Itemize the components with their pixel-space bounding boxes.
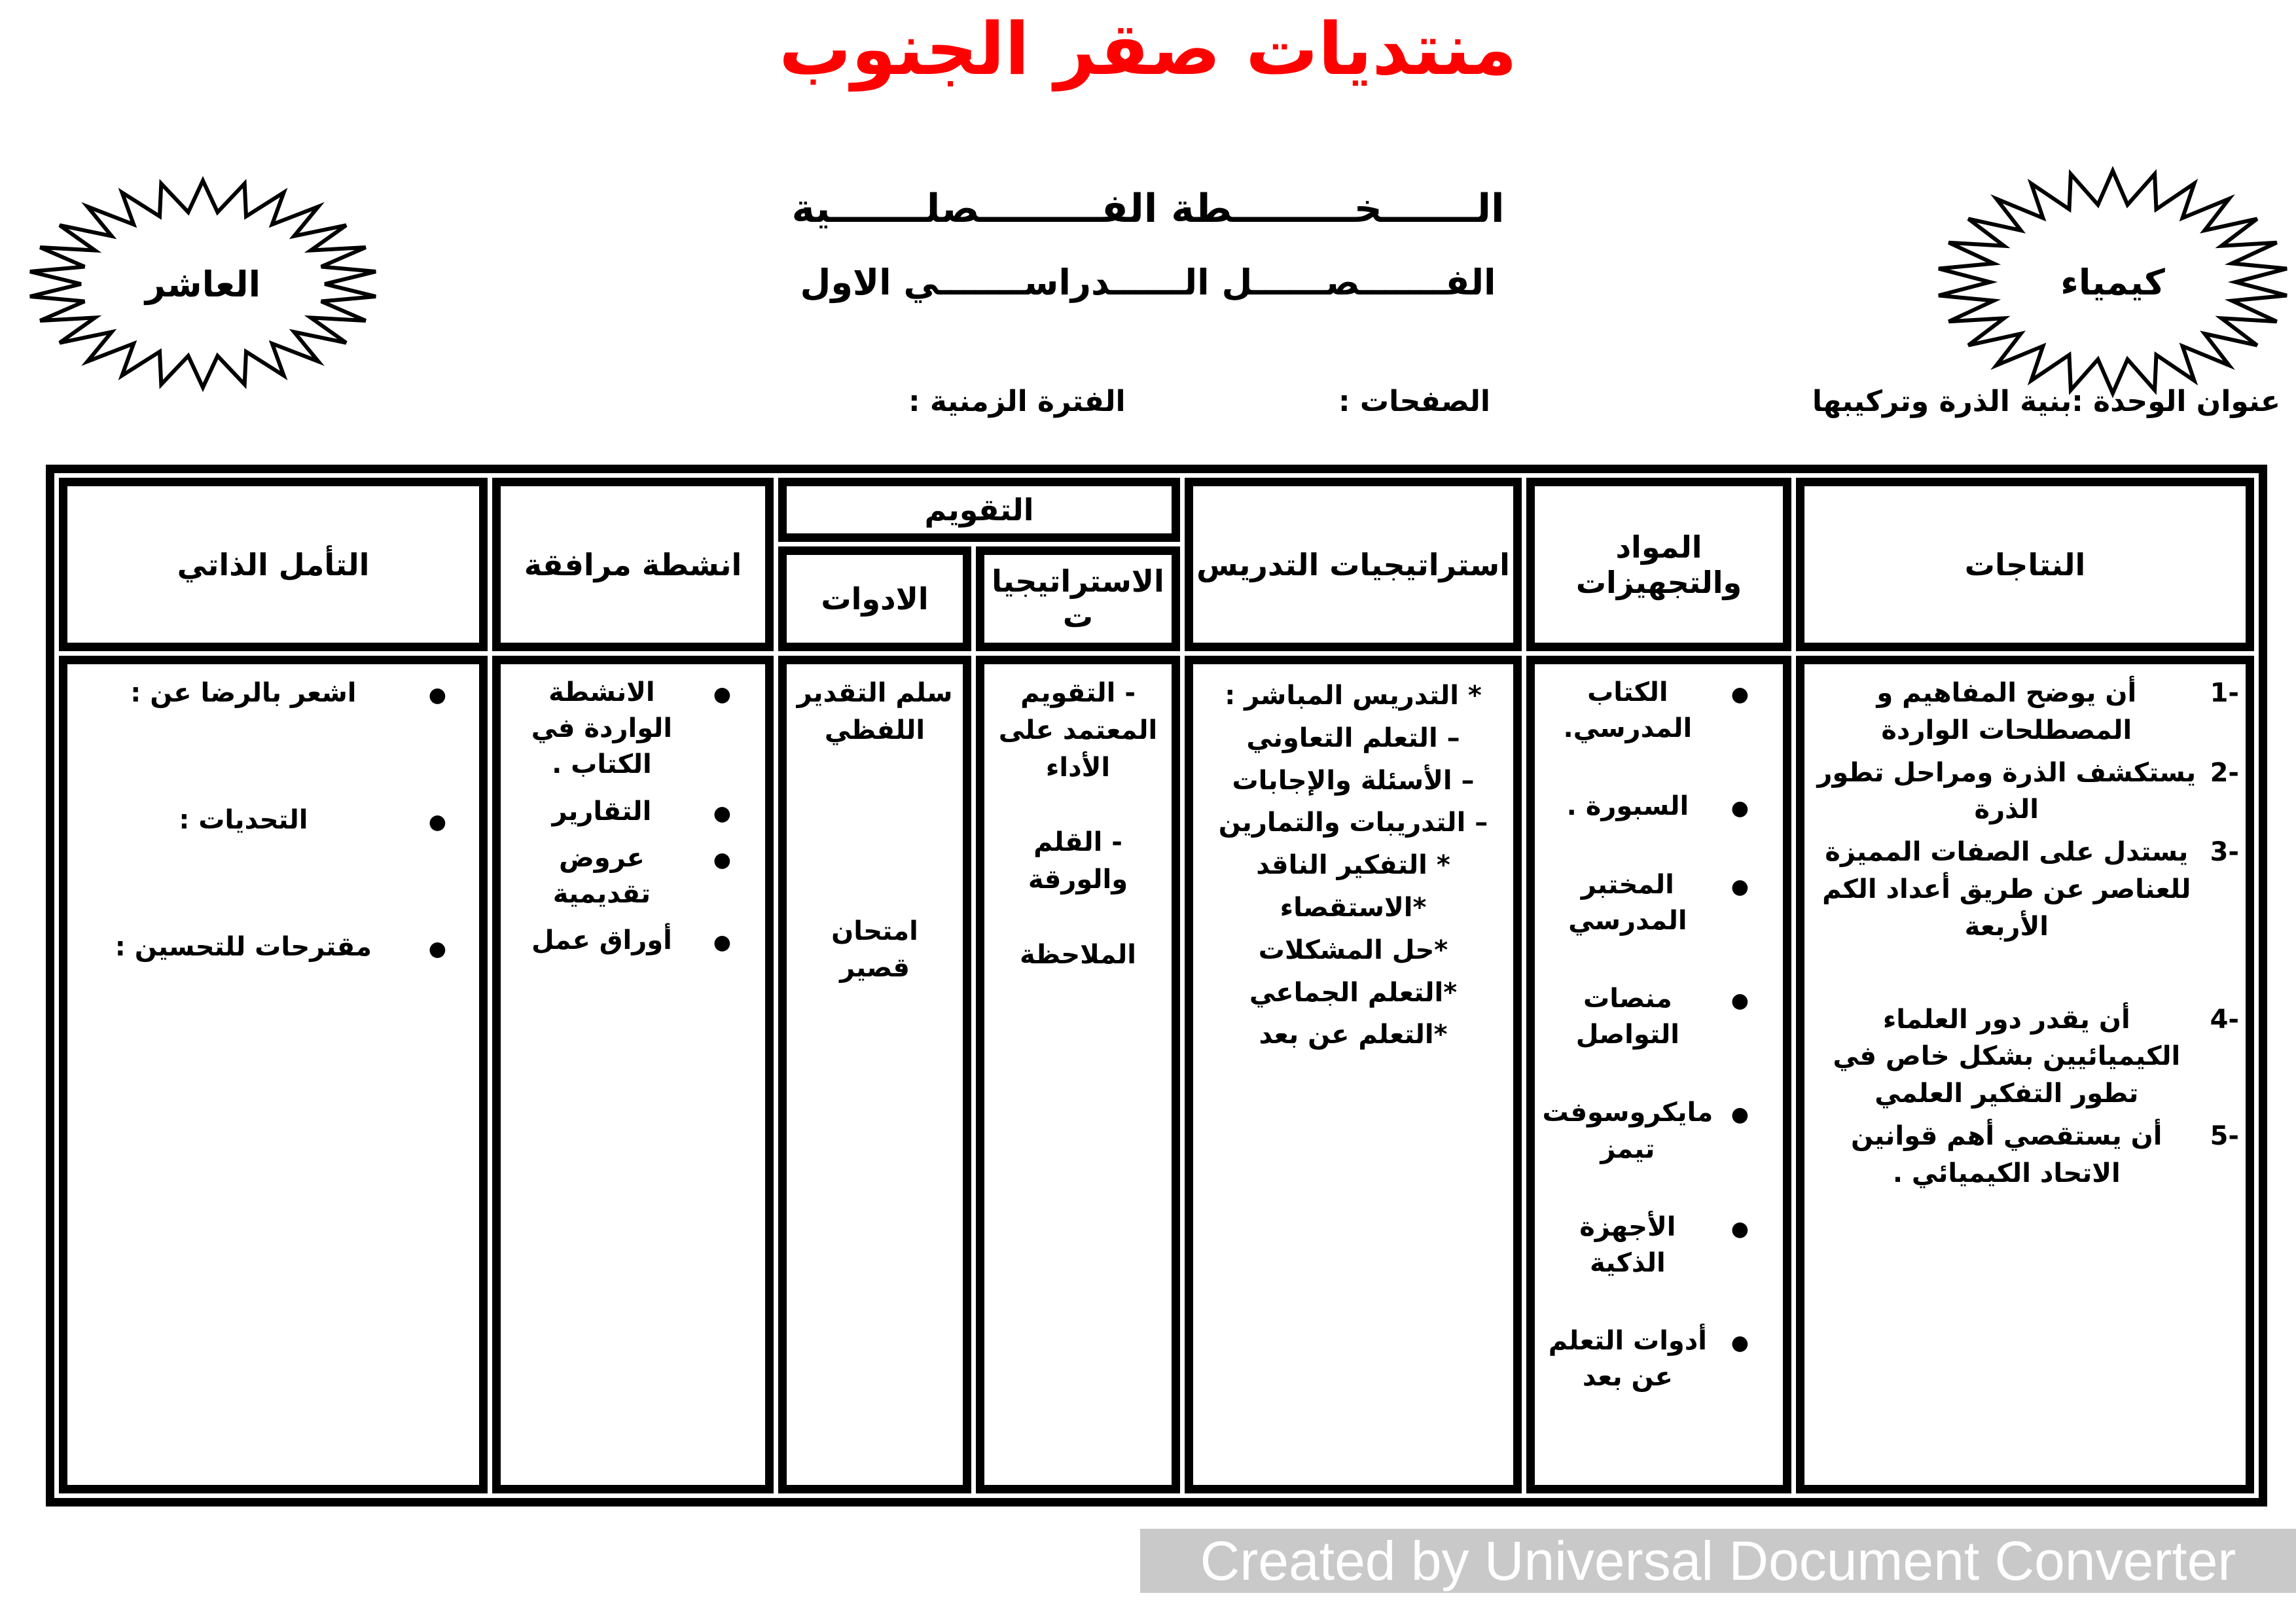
teaching-strategy-item: – التدريبات والتمارين (1218, 808, 1488, 838)
plan-subtitle: الـــــــخـــــــــطة الفـــــــــصلـــــــية (791, 186, 1505, 232)
material-item: ● الكتاب المدرسي. (1541, 675, 1776, 747)
semester-plan-table (46, 465, 2267, 1507)
bullet-icon (713, 840, 731, 912)
outcome-text: أن يوضح المفاهيم و المصطلحات الواردة (1876, 678, 2137, 745)
outcomes-cell (1796, 656, 2254, 1493)
evaluation-tools-cell (778, 656, 971, 1493)
bullet-icon (429, 675, 446, 711)
header-self-reflection: التأمل الذاتي (59, 478, 488, 651)
outcome-item (1811, 1001, 2239, 1113)
activity-item: ● أوراق عمل (507, 923, 759, 959)
teaching-strategy-item: *التعلم الجماعي (1249, 977, 1458, 1008)
activity-item: ● التقارير (507, 794, 759, 830)
period-label: الفترة الزمنية : (908, 385, 1126, 418)
bullet-icon (713, 675, 731, 783)
activities-cell (492, 656, 774, 1493)
activity-item: ● الانشطة الواردة في الكتاب . (507, 675, 759, 783)
bullet-icon (1731, 675, 1749, 747)
material-item: ● منصات التواصل (1541, 981, 1776, 1053)
header-evaluation: التقويم (778, 478, 1180, 542)
page-title: منتديات صقر الجنوب (779, 7, 1517, 91)
subject-badge (1931, 165, 2295, 399)
teaching-strategy-item: – التعلم التعاوني (1246, 722, 1460, 753)
evaluation-strategies-cell (976, 656, 1180, 1493)
evaluation-tool-item: امتحان قصير (831, 916, 918, 984)
pages-label: الصفحات : (1338, 385, 1490, 418)
header-outcomes: النتاجات (1796, 478, 2254, 651)
header-teaching-strategies: استراتيجيات التدريس (1185, 478, 1522, 651)
header-materials: المواد والتجهيزات (1526, 478, 1791, 651)
bullet-icon (1731, 789, 1749, 825)
evaluation-strategy-item: - التقويم المعتمد على الأداء (998, 678, 1158, 783)
material-item: ● مايكروسوفت تيمز (1541, 1095, 1776, 1167)
teaching-strategy-item: * التدريس المباشر : (1225, 681, 1482, 711)
outcome-item (1811, 834, 2239, 945)
header-evaluation-tools: الادوات (778, 546, 971, 651)
bullet-icon (713, 923, 731, 959)
reflection-item: ● اشعر بالرضا عن : (74, 675, 473, 711)
bullet-icon (713, 794, 731, 830)
teaching-strategy-item: * التفكير الناقد (1256, 850, 1450, 881)
outcome-number: 2- (2210, 757, 2239, 788)
bullet-icon (1731, 867, 1749, 939)
reflection-item: ● مقترحات للتحسين : (74, 929, 473, 965)
outcome-text: يستكشف الذرة ومراحل تطور الذرة (1817, 757, 2197, 825)
material-item: ● السبورة . (1541, 789, 1776, 825)
subject-badge-label: كيمياء (2060, 261, 2165, 303)
outcome-number: 3- (2210, 837, 2239, 868)
teaching-strategy-item: *الاستقصاء (1280, 892, 1427, 923)
bullet-icon (1731, 1095, 1749, 1167)
grade-badge (23, 175, 383, 393)
teaching-strategy-item: – الأسئلة والإجابات (1232, 765, 1475, 796)
teaching-strategies-cell (1185, 656, 1522, 1493)
teaching-strategy-item: *التعلم عن بعد (1259, 1020, 1448, 1050)
bullet-icon (1731, 1323, 1749, 1395)
bullet-icon (429, 802, 446, 838)
outcome-text: أن يقدر دور العلماء الكيميائيين بشكل خاص في تطور التفكير العلمي (1833, 1004, 2181, 1109)
outcome-item (1811, 675, 2239, 749)
outcome-text: أن يستقصي أهم قوانين الاتحاد الكيميائي . (1851, 1120, 2162, 1188)
grade-badge-label: العاشر (145, 263, 261, 305)
bullet-icon (429, 929, 446, 965)
evaluation-strategy-item: - القلم والورقة (1028, 827, 1128, 895)
outcome-text: يستدل على الصفات المميزة للعناصر عن طريق أعداد الكم الأربعة (1822, 837, 2191, 942)
self-reflection-cell (59, 656, 488, 1493)
material-item: ● أدوات التعلم عن بعد (1541, 1323, 1776, 1395)
evaluation-strategy-item: الملاحظة (1020, 939, 1136, 970)
semester-subtitle: الفـــــــصــــــل الــــــدراســـــــي الاول (800, 262, 1496, 303)
unit-title-label: عنوان الوحدة :بنية الذرة وتركيبها (1812, 385, 2280, 418)
outcome-number: 4- (2210, 1004, 2239, 1035)
teaching-strategy-item: *حل المشكلات (1258, 935, 1448, 965)
material-item: ● الأجهزة الذكية (1541, 1209, 1776, 1281)
materials-cell (1526, 656, 1791, 1493)
header-evaluation-strategies: الاستراتيجيا ت (976, 546, 1180, 651)
outcome-number: 5- (2210, 1120, 2239, 1151)
activity-item: ● عروض تقديمية (507, 840, 759, 912)
reflection-item: ● التحديات : (74, 802, 473, 838)
outcome-item (1811, 1118, 2239, 1192)
bullet-icon (1731, 1209, 1749, 1281)
outcome-number: 1- (2210, 678, 2239, 708)
material-item: ● المختبر المدرسي (1541, 867, 1776, 939)
evaluation-tool-item: سلم التقدير اللفظي (797, 678, 953, 745)
bullet-icon (1731, 981, 1749, 1053)
outcome-item (1811, 755, 2239, 829)
converter-watermark: Created by Universal Document Converter (1140, 1529, 2296, 1593)
header-activities: انشطة مرافقة (492, 478, 774, 651)
